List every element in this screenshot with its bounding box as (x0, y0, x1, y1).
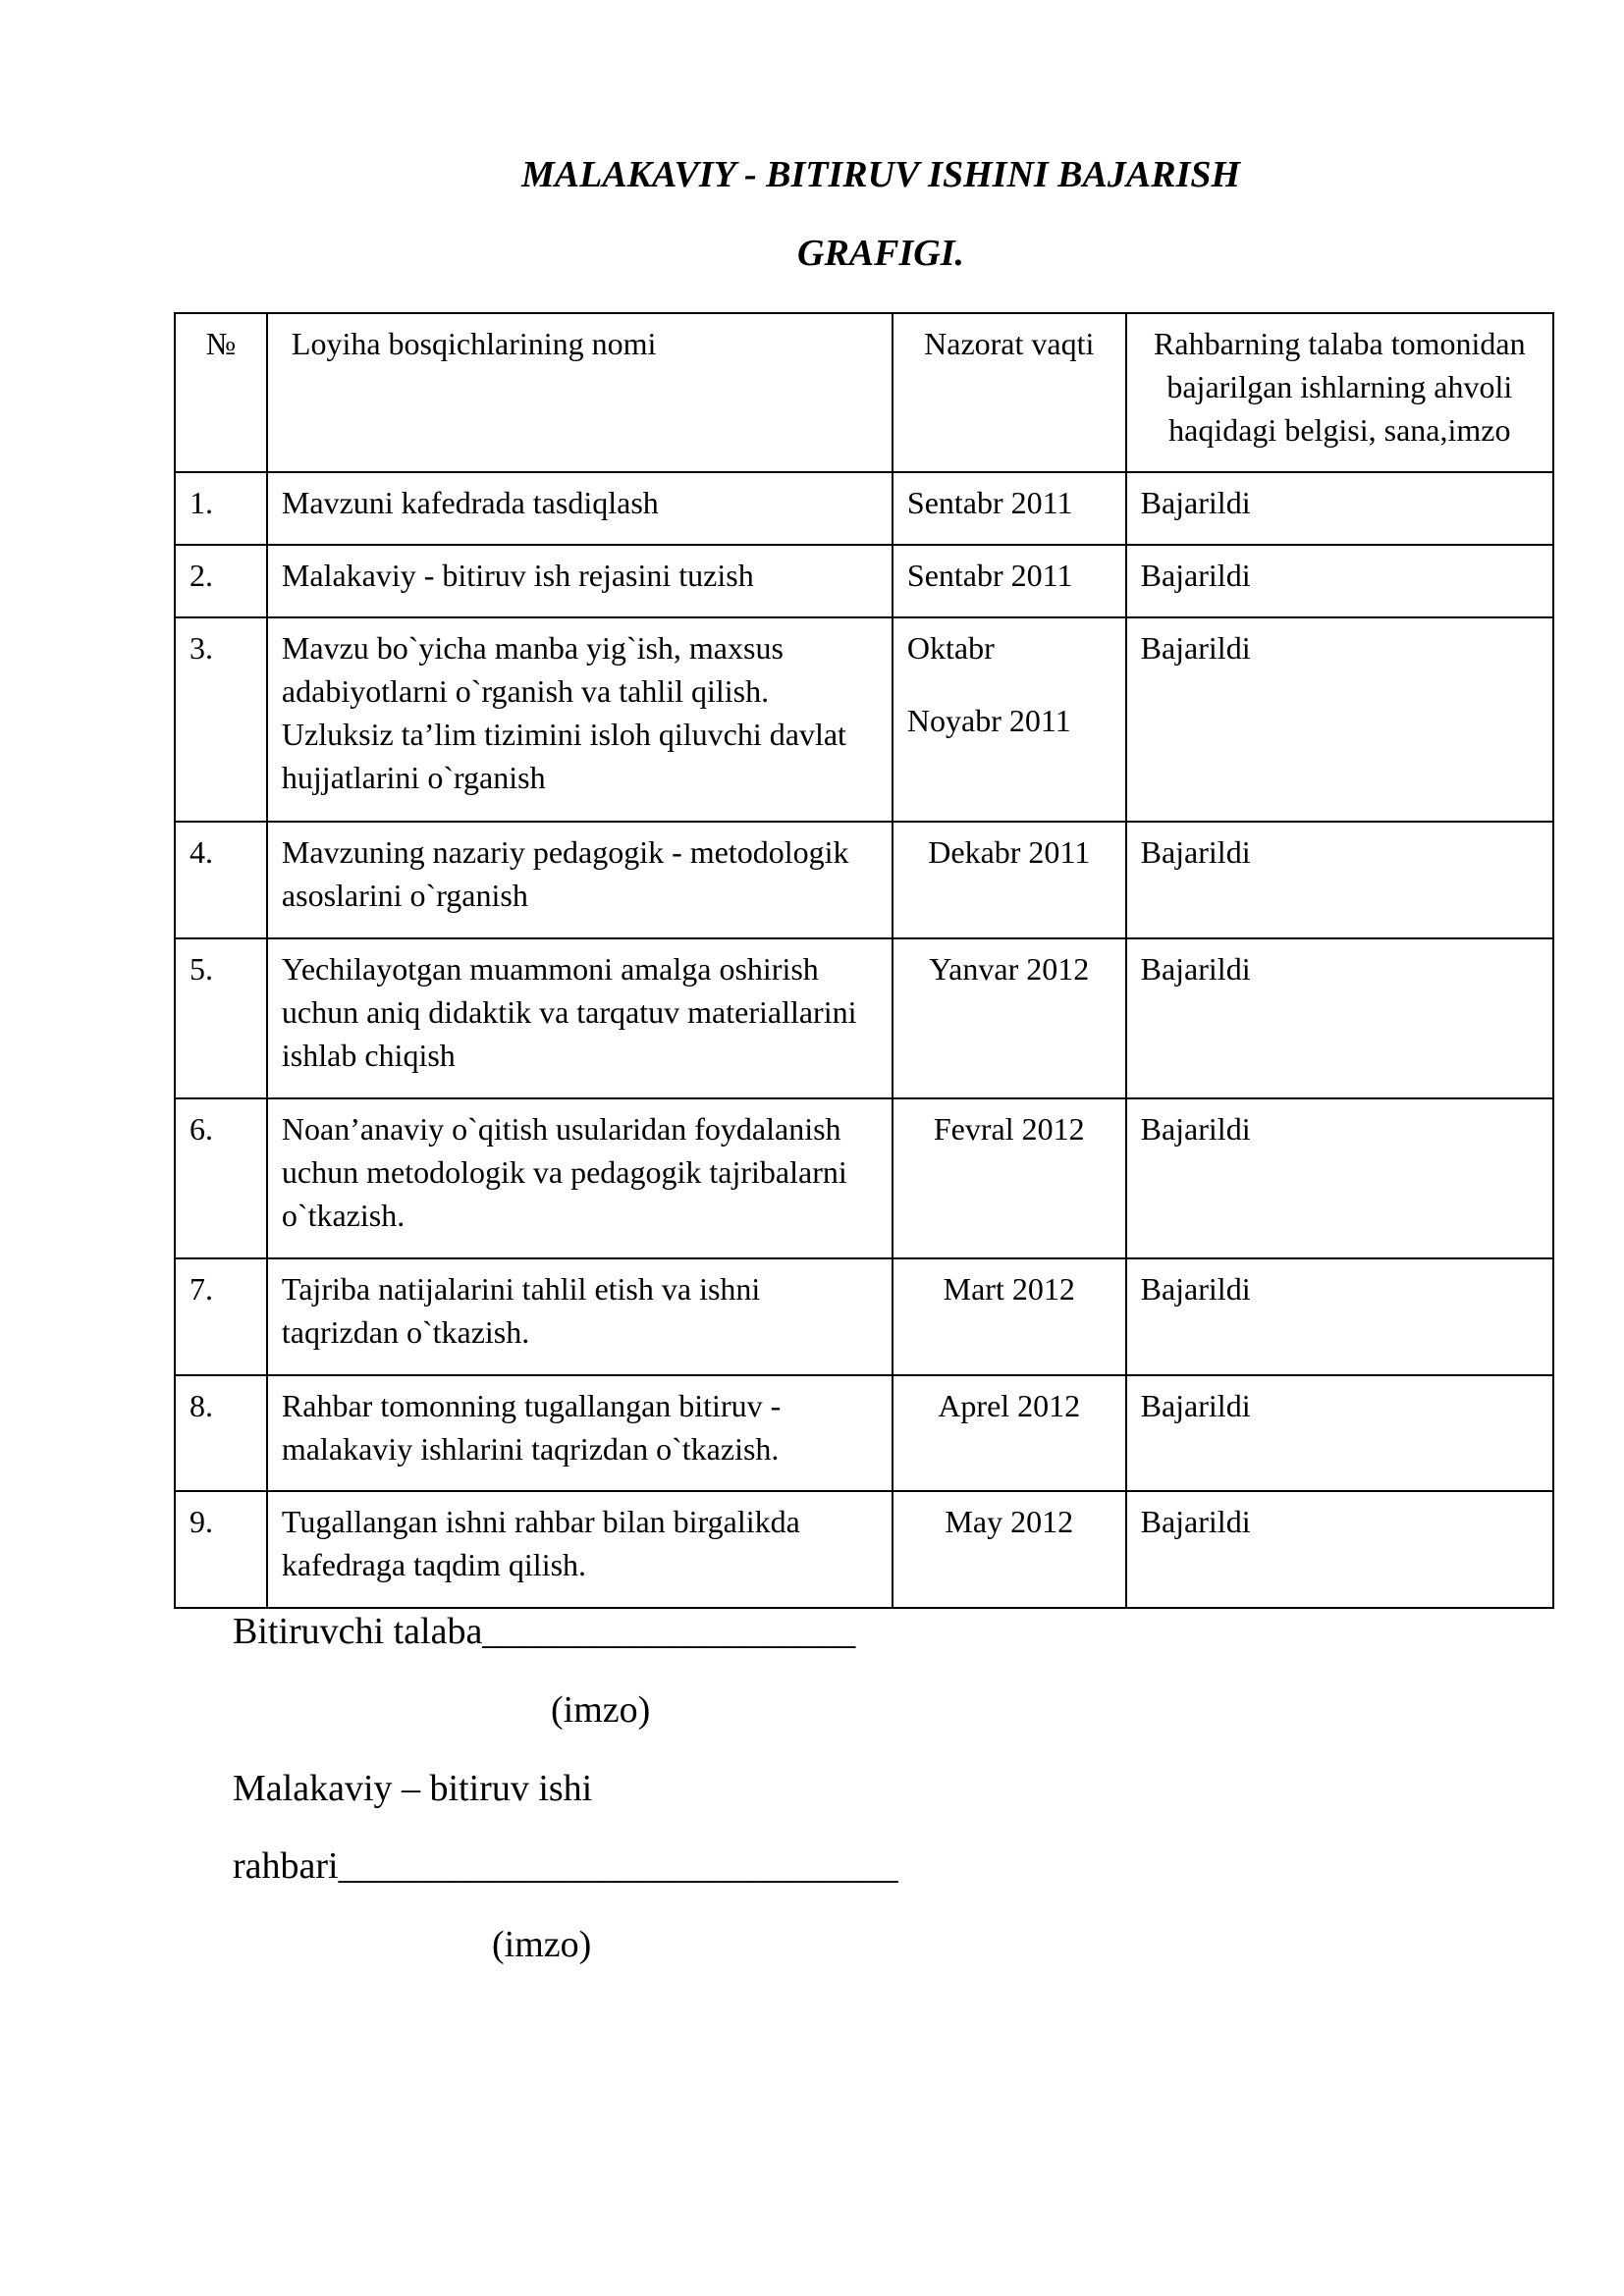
table-row (175, 1491, 1553, 1608)
row-status: Bajarildi (1126, 1098, 1553, 1258)
row-time (893, 617, 1126, 822)
row-stage: Yechilayotgan muammoni amalga oshirish uchun aniq didaktik va tarqatuv materiallarini ishlab chiqish (267, 938, 893, 1098)
row-number: 9. (175, 1491, 267, 1608)
table-row (175, 617, 1553, 822)
header-stage-name: Loyiha bosqichlarining nomi (267, 313, 893, 472)
row-stage: Tugallangan ishni rahbar bilan birgalikda kafedraga taqdim qilish. (267, 1491, 893, 1608)
row-number: 8. (175, 1375, 267, 1491)
supervisor-signature-caption: (imzo) (492, 1924, 592, 1965)
row-time: Dekabr 2011 (893, 822, 1126, 938)
row-time: Aprel 2012 (893, 1375, 1126, 1491)
table-row (175, 1375, 1553, 1491)
table-row (175, 472, 1553, 545)
row-stage: Noan’anaviy o`qitish usularidan foydalanish uchun metodologik va pedagogik tajribalarni o`tkazish. (267, 1098, 893, 1258)
table-row (175, 545, 1553, 617)
row-stage: Mavzuning nazariy pedagogik - metodologik asoslarini o`rganish (267, 822, 893, 938)
header-control-time: Nazorat vaqti (893, 313, 1126, 472)
row-status: Bajarildi (1126, 545, 1553, 617)
row-number: 6. (175, 1098, 267, 1258)
row-stage: Tajriba natijalarini tahlil etish va ishni taqrizdan o`tkazish. (267, 1258, 893, 1375)
header-number: № (175, 313, 267, 472)
row-number: 1. (175, 472, 267, 545)
row-stage: Mavzu bo`yicha manba yig`ish, maxsus adabiyotlarni o`rganish va tahlil qilish. Uzluksiz ta’lim tizimini isloh qiluvchi davlat hujjatlarini o`rganish (267, 617, 893, 822)
row-status: Bajarildi (1126, 617, 1553, 822)
table-header-row (175, 313, 1553, 472)
row-time: Fevral 2012 (893, 1098, 1126, 1258)
table-row (175, 822, 1553, 938)
row-stage: Rahbar tomonning tugallangan bitiruv - malakaviy ishlarini taqrizdan o`tkazish. (267, 1375, 893, 1491)
row-time-end: Noyabr 2011 (906, 703, 1071, 738)
student-signature-line: Bitiruvchi talaba____________________ (233, 1611, 856, 1652)
row-time: Sentabr 2011 (893, 545, 1126, 617)
document-subtitle: GRAFIGI. (797, 233, 964, 274)
row-status: Bajarildi (1126, 938, 1553, 1098)
row-time: Sentabr 2011 (893, 472, 1126, 545)
row-stage: Mavzuni kafedrada tasdiqlash (267, 472, 893, 545)
header-supervisor-note: Rahbarning talaba tomonidan bajarilgan ishlarning ahvoli haqidagi belgisi, sana,imzo (1126, 313, 1553, 472)
supervisor-signature-line: rahbari______________________________ (233, 1845, 898, 1887)
supervisor-title: Malakaviy – bitiruv ishi (233, 1768, 593, 1809)
student-signature-caption: (imzo) (551, 1689, 651, 1731)
row-status: Bajarildi (1126, 472, 1553, 545)
row-status: Bajarildi (1126, 1491, 1553, 1608)
row-status: Bajarildi (1126, 1375, 1553, 1491)
row-time: Mart 2012 (893, 1258, 1126, 1375)
row-time: May 2012 (893, 1491, 1126, 1608)
row-number: 2. (175, 545, 267, 617)
row-number: 7. (175, 1258, 267, 1375)
document-title: MALAKAVIY - BITIRUV ISHINI BAJARISH (520, 154, 1241, 195)
row-number: 4. (175, 822, 267, 938)
schedule-table (174, 312, 1554, 1609)
row-status: Bajarildi (1126, 1258, 1553, 1375)
row-number: 5. (175, 938, 267, 1098)
row-status: Bajarildi (1126, 822, 1553, 938)
row-time-start: Oktabr (906, 630, 995, 666)
table-row (175, 1258, 1553, 1375)
table-row (175, 1098, 1553, 1258)
row-stage: Malakaviy - bitiruv ish rejasini tuzish (267, 545, 893, 617)
row-number: 3. (175, 617, 267, 822)
table-row (175, 938, 1553, 1098)
row-time: Yanvar 2012 (893, 938, 1126, 1098)
